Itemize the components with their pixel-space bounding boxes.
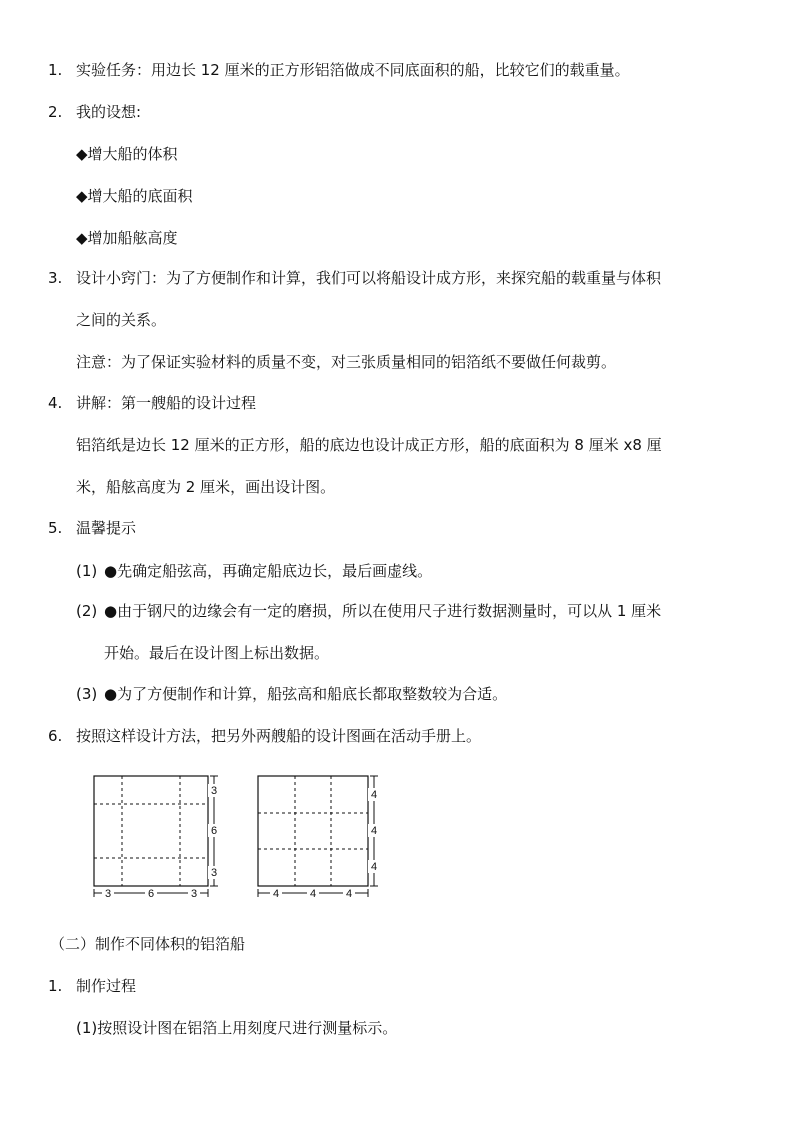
dimension-label: 4: [345, 888, 353, 900]
dimension-label: 4: [370, 861, 378, 873]
dimension-label: 6: [147, 888, 155, 900]
hint-text: ●先确定船弦高，再确定船底边长，最后画虚线。: [104, 562, 433, 580]
foil-square-outline: [94, 776, 208, 886]
list-number: 3.: [48, 269, 63, 287]
task-text: 实验任务：用边长 12 厘米的正方形铝箔做成不同底面积的船，比较它们的载重量。: [76, 61, 630, 79]
dimension-label: 3: [190, 888, 198, 900]
note-text: 注意：为了保证实验材料的质量不变，对三张质量相同的铝箔纸不要做任何裁剪。: [76, 353, 617, 371]
design-tip-text-cont: 之间的关系。: [76, 311, 167, 329]
dimension-label: 6: [210, 825, 218, 837]
explain-heading: 讲解：第一艘船的设计过程: [76, 394, 257, 412]
hint-text: ●为了方便制作和计算，船弦高和船底长都取整数较为合适。: [104, 685, 508, 703]
idea-item: ◆增大船的底面积: [76, 187, 193, 205]
section-heading: （二）制作不同体积的铝箔船: [50, 935, 246, 953]
hint-number: (1): [76, 562, 98, 580]
list-number: 4.: [48, 394, 63, 412]
foil-square-outline: [258, 776, 368, 886]
idea-item: ◆增加船舷高度: [76, 229, 178, 247]
list-number: 6.: [48, 727, 63, 745]
dimension-label: 4: [370, 825, 378, 837]
dimension-label: 4: [309, 888, 317, 900]
explain-text: 铝箔纸是边长 12 厘米的正方形，船的底边也设计成正方形，船的底面积为 8 厘米 x8 厘: [76, 436, 662, 454]
list-number: 5.: [48, 519, 63, 537]
boat-design-diagram-b: [252, 772, 392, 902]
list-number: 1.: [48, 977, 63, 995]
process-step: (1)按照设计图在铝箔上用刻度尺进行测量标示。: [76, 1019, 398, 1037]
dimension-label: 3: [210, 785, 218, 797]
boat-design-diagram-a: [88, 772, 228, 902]
hint-text: ●由于钢尺的边缘会有一定的磨损，所以在使用尺子进行数据测量时，可以从 1 厘米: [104, 602, 662, 620]
explain-text-cont: 米，船舷高度为 2 厘米，画出设计图。: [76, 478, 336, 496]
hints-heading: 温馨提示: [76, 519, 137, 537]
dimension-label: 3: [104, 888, 112, 900]
list-number: 1.: [48, 61, 63, 79]
dimension-label: 4: [370, 789, 378, 801]
design-tip-text: 设计小窍门：为了方便制作和计算，我们可以将船设计成方形，来探究船的载重量与体积: [76, 269, 662, 287]
hint-number: (3): [76, 685, 98, 703]
hint-text-cont: 开始。最后在设计图上标出数据。: [104, 644, 330, 662]
dimension-label: 4: [272, 888, 280, 900]
process-heading: 制作过程: [76, 977, 137, 995]
hint-number: (2): [76, 602, 98, 620]
idea-item: ◆增大船的体积: [76, 145, 178, 163]
dimension-label: 3: [210, 867, 218, 879]
instruction-text: 按照这样设计方法，把另外两艘船的设计图画在活动手册上。: [76, 727, 482, 745]
hypothesis-label: 我的设想:: [76, 103, 142, 121]
list-number: 2.: [48, 103, 63, 121]
